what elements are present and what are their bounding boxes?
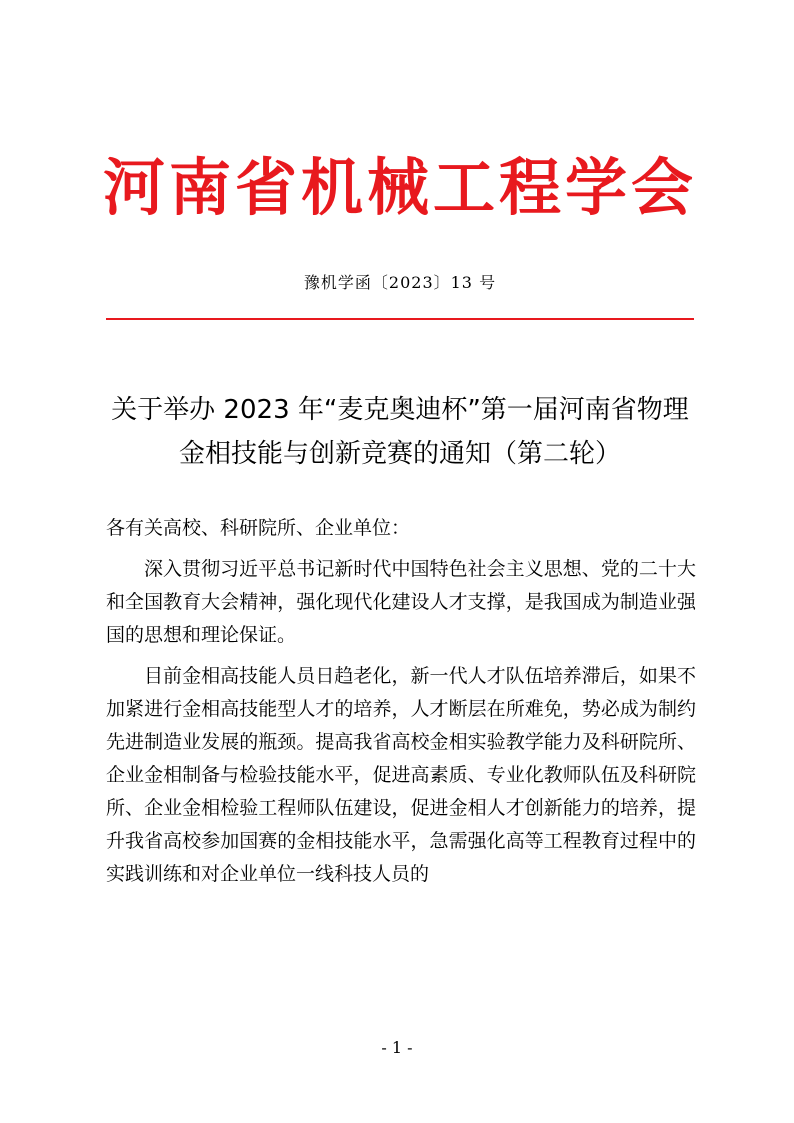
page-number: - 1 - [381, 1038, 413, 1057]
organization-title: 河南省机械工程学会 [102, 151, 697, 224]
notice-title [100, 388, 700, 476]
paragraph-1: 深入贯彻习近平总书记新时代中国特色社会主义思想、党的二十大和全国教育大会精神，强化现代化建设人才支撑，是我国成为制造业强国的思想和理论保证。 [106, 558, 696, 646]
red-divider-line [106, 318, 694, 320]
paragraph-2: 目前金相高技能人员日趋老化，新一代人才队伍培养滞后，如果不加紧进行金相高技能型人才的培养，人才断层在所难免，势必成为制约先进制造业发展的瓶颈。提高我省高校金相实验教学能力及科研院所、企业金相制备与检验技能水平，促进高素质、专业化教师队伍及科研院所、企业金相检验工程师队伍建设，促进金相人才创新能力的培养，提升我省高校参加国赛的金相技能水平，急需强化高等工程教育过程中的实践训练和对企业单位一线科技人员的 [106, 665, 696, 885]
notice-title-line-2: 金相技能与创新竞赛的通知（第二轮） [178, 439, 621, 469]
body-text [106, 512, 696, 899]
notice-title-line-1: 关于举办 2023 年“麦克奥迪杯”第一届河南省物理 [111, 395, 689, 425]
salutation: 各有关高校、科研院所、企业单位： [106, 517, 411, 539]
document-number: 豫机学函〔2023〕13 号 [303, 273, 497, 292]
